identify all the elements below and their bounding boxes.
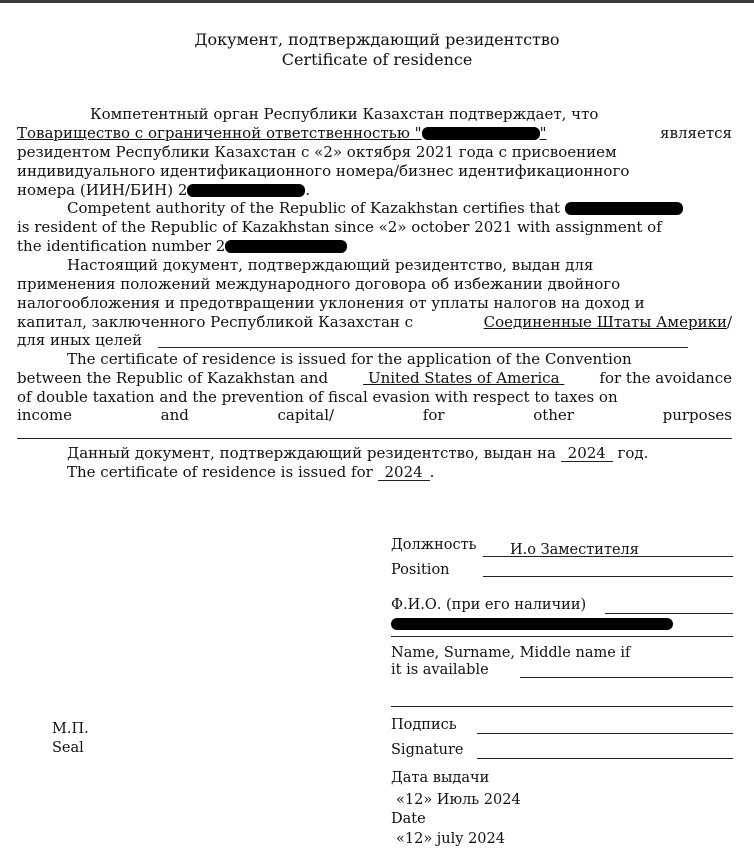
ru1-line3: резидентом Республики Казахстан с «2» октября 2021 года с присвоением (17, 143, 617, 161)
ru2-line2: применения положений международного договора об избежании двойного (17, 275, 621, 293)
en1-line2: is resident of the Republic of Kazakhstan since «2» october 2021 with assignment of (17, 218, 662, 236)
signature-line-1 (477, 733, 733, 734)
position-label-ru: Должность (391, 537, 477, 553)
signature-label-ru: Подпись (391, 717, 457, 733)
window-top-border (0, 0, 754, 3)
signature-line-2 (477, 758, 733, 759)
fio-line-2 (391, 636, 733, 637)
en2-line4: income and capital/ for other purposes (17, 406, 732, 424)
ru2-line4: капитал, заключенного Республикой Казахстан с Соединенные Штаты Америки/ (17, 313, 732, 331)
date-label-ru: Дата выдачи (391, 770, 490, 786)
seal-label-ru: М.П. (52, 721, 89, 737)
en2-line1: The certificate of residence is issued for the application of the Convention (67, 350, 632, 368)
date-value-en: «12» july 2024 (396, 831, 505, 847)
title-en: Certificate of residence (281, 50, 473, 69)
country-ru: Соединенные Штаты Америки (483, 313, 727, 331)
position-line-1 (483, 556, 733, 557)
redacted-full-name (391, 618, 673, 630)
redacted-id-number (225, 240, 347, 253)
company-name: Товарищество с ограниченной ответственностью " " (17, 124, 547, 142)
en2-line2: between the Republic of Kazakhstan and United States of America for the avoidance (17, 369, 732, 387)
other-purposes-en-blank (17, 438, 732, 439)
en1-line1: Competent authority of the Republic of Kazakhstan certifies that (67, 199, 683, 218)
date-value-ru: «12» Июль 2024 (396, 792, 521, 808)
fio-line-1 (605, 613, 733, 614)
date-label-en: Date (391, 811, 426, 827)
ru1-line2: Товарищество с ограниченной ответственностью " " является (17, 124, 732, 142)
redacted-company-en (565, 202, 683, 215)
name-line-2 (391, 706, 733, 707)
redacted-company-name (422, 127, 540, 140)
title-ru: Документ, подтверждающий резидентство (194, 30, 560, 49)
ru2-line1: Настоящий документ, подтверждающий резидентство, выдан для (67, 256, 594, 274)
en1-line3: the identification number 2 (17, 237, 347, 256)
position-value: И.о Заместителя (510, 542, 639, 558)
issued-ru-line: Данный документ, подтверждающий резидентство, выдан на 2024 год. (67, 444, 649, 462)
name-label-en-2: it is available (391, 662, 489, 678)
country-en: United States of America (367, 369, 560, 387)
seal-label-en: Seal (52, 740, 84, 756)
ru2-line3: налогообложения и предотвращении уклонения от уплаты налогов на доход и (17, 294, 645, 312)
issued-en-line: The certificate of residence is issued for 2024 . (67, 463, 435, 481)
name-label-en-1: Name, Surname, Middle name if (391, 645, 631, 661)
issued-en-year: 2024 (378, 464, 430, 481)
issued-ru-year: 2024 (561, 445, 613, 462)
signature-label-en: Signature (391, 742, 464, 758)
redacted-bin (187, 184, 305, 197)
position-label-en: Position (391, 562, 450, 578)
ru1-line5: номера (ИИН/БИН) 2 . (17, 181, 311, 199)
ru1-line4: индивидуального идентификационного номера/бизнес идентификационного (17, 162, 630, 180)
other-purposes-ru-blank (158, 347, 688, 348)
fio-label-ru: Ф.И.О. (при его наличии) (391, 597, 587, 613)
en2-line3: of double taxation and the prevention of fiscal evasion with respect to taxes on (17, 388, 618, 406)
position-line-2 (483, 576, 733, 577)
name-line-1 (520, 677, 733, 678)
ru2-line5: для иных целей (17, 331, 143, 349)
ru1-line1: Компетентный орган Республики Казахстан подтверждает, что (90, 105, 599, 123)
